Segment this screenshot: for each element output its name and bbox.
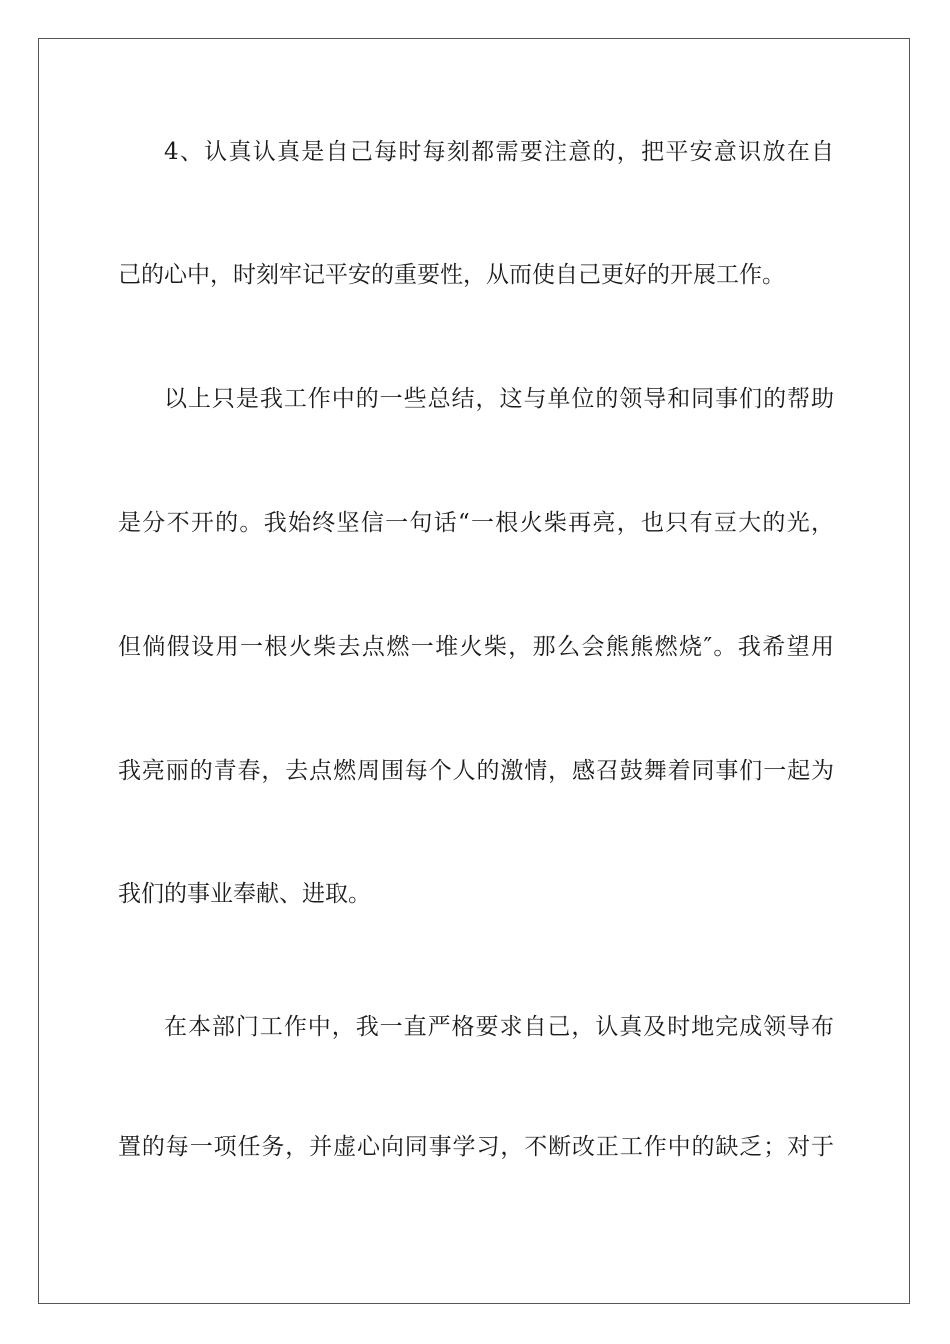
paragraph-1-line-1: 4、认真认真是自己每时每刻都需要注意的，把平安意识放在自 [164, 139, 834, 165]
paragraph-2-line-2: 是分不开的。我始终坚信一句话“一根火柴再亮，也只有豆大的光， [118, 510, 834, 536]
paragraph-2-line-3: 但倘假设用一根火柴去点燃一堆火柴，那么会熊熊燃烧″。我希望用 [118, 634, 834, 660]
paragraph-3-line-1: 在本部门工作中，我一直严格要求自己，认真及时地完成领导布 [164, 1014, 834, 1040]
paragraph-1-line-2: 己的心中，时刻牢记平安的重要性，从而使自己更好的开展工作。 [118, 262, 785, 288]
page-border [38, 38, 910, 1304]
paragraph-3-line-2: 置的每一项任务，并虚心向同事学习，不断改正工作中的缺乏；对于 [118, 1134, 834, 1160]
paragraph-2-line-4: 我亮丽的青春，去点燃周围每个人的激情，感召鼓舞着同事们一起为 [118, 758, 834, 784]
paragraph-2-line-1: 以上只是我工作中的一些总结，这与单位的领导和同事们的帮助 [164, 386, 834, 412]
paragraph-2-line-5: 我们的事业奉献、进取。 [118, 881, 371, 907]
